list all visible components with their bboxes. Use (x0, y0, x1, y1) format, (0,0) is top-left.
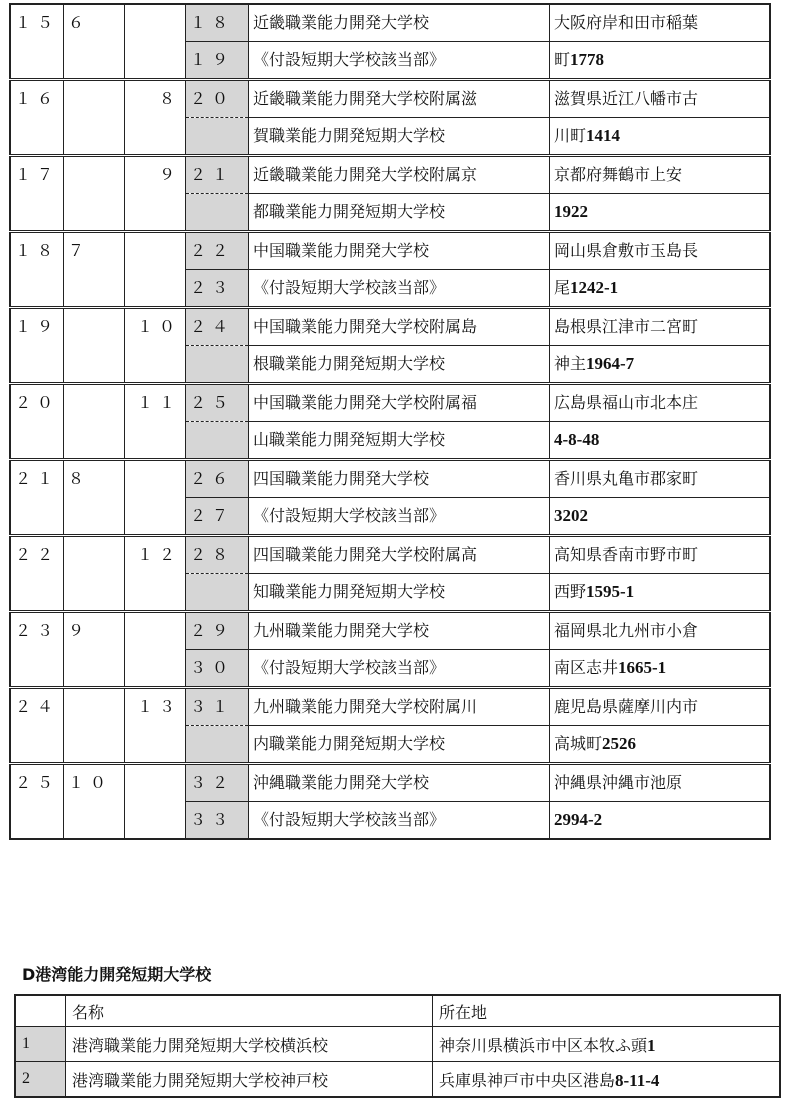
facility-row (10, 346, 770, 384)
address-text: 香川県丸亀市郡家町 (554, 469, 699, 488)
school-number: １８ (186, 4, 249, 42)
region-number: ２２ (10, 536, 64, 574)
region-number (10, 574, 64, 612)
address-number: 4-8-48 (554, 430, 600, 449)
address-text: 広島県福山市北本庄 (554, 393, 699, 412)
row-address-number: 1 (647, 1035, 656, 1055)
address-text: 高城町 (554, 734, 603, 753)
branch-number (125, 42, 186, 80)
address (550, 650, 771, 688)
school-number: ２３ (186, 270, 249, 308)
college-number (64, 80, 125, 118)
branch-number (125, 460, 186, 498)
school-name: 《付設短期大学校該当部》 (249, 498, 550, 536)
facility-row (10, 650, 770, 688)
college-number: ７ (64, 232, 125, 270)
facility-row (10, 118, 770, 156)
branch-number (125, 498, 186, 536)
facility-row (10, 80, 770, 118)
address-text: 福岡県北九州市小倉 (554, 621, 699, 640)
college-number (64, 194, 125, 232)
region-number: ２４ (10, 688, 64, 726)
school-number (186, 118, 249, 156)
college-number (64, 536, 125, 574)
address-number: 1414 (586, 126, 621, 145)
region-number (10, 42, 64, 80)
school-name: 賀職業能力開発短期大学校 (249, 118, 550, 156)
facility-row (10, 688, 770, 726)
row-address-number: 8-11-4 (615, 1070, 660, 1090)
facility-row (10, 308, 770, 346)
row-name: 港湾職業能力開発短期大学校神戸校 (66, 1062, 433, 1098)
school-name: 内職業能力開発短期大学校 (249, 726, 550, 764)
address-number: 2526 (602, 734, 637, 753)
address-number: 2994-2 (554, 810, 603, 829)
school-number: ２１ (186, 156, 249, 194)
facility-row (10, 764, 770, 802)
region-number: ２０ (10, 384, 64, 422)
region-number: １６ (10, 80, 64, 118)
facility-table (9, 3, 771, 840)
facility-row (10, 802, 770, 840)
address-text: 滋賀県近江八幡市古 (554, 89, 699, 108)
school-name: 中国職業能力開発大学校 (249, 232, 550, 270)
address (550, 232, 771, 270)
school-number (186, 726, 249, 764)
branch-number (125, 422, 186, 460)
branch-number: １１ (125, 384, 186, 422)
address-text: 京都府舞鶴市上安 (554, 165, 683, 184)
branch-number: １３ (125, 688, 186, 726)
facility-row (10, 498, 770, 536)
school-number: ３１ (186, 688, 249, 726)
school-number: ２８ (186, 536, 249, 574)
address (550, 688, 771, 726)
address-number: 1595-1 (586, 582, 635, 601)
school-number: ２６ (186, 460, 249, 498)
address-text: 南区志井 (554, 658, 619, 677)
branch-number (125, 118, 186, 156)
branch-number (125, 764, 186, 802)
address (550, 764, 771, 802)
school-name: 近畿職業能力開発大学校附属滋 (249, 80, 550, 118)
region-number (10, 650, 64, 688)
school-number: ２２ (186, 232, 249, 270)
address-text: 西野 (554, 582, 587, 601)
college-number (64, 118, 125, 156)
region-number: １７ (10, 156, 64, 194)
region-number: ２１ (10, 460, 64, 498)
region-number (10, 422, 64, 460)
school-name: 四国職業能力開発大学校附属高 (249, 536, 550, 574)
branch-number (125, 612, 186, 650)
school-number (186, 574, 249, 612)
facility-row (10, 4, 770, 42)
region-number: １５ (10, 4, 64, 42)
college-number (64, 270, 125, 308)
branch-number (125, 574, 186, 612)
branch-number: １２ (125, 536, 186, 574)
region-number: １９ (10, 308, 64, 346)
row-location (433, 1062, 781, 1098)
address (550, 42, 771, 80)
address-text: 高知県香南市野市町 (554, 545, 699, 564)
college-number (64, 42, 125, 80)
address (550, 612, 771, 650)
school-number: １９ (186, 42, 249, 80)
address (550, 80, 771, 118)
address (550, 308, 771, 346)
row-address: 兵庫県神戸市中央区港島 (439, 1070, 616, 1090)
address-text: 尾 (554, 278, 571, 297)
school-name: 根職業能力開発短期大学校 (249, 346, 550, 384)
address (550, 498, 771, 536)
college-number (64, 688, 125, 726)
school-name: 《付設短期大学校該当部》 (249, 802, 550, 840)
college-number: １０ (64, 764, 125, 802)
school-number (186, 346, 249, 384)
address (550, 726, 771, 764)
school-number: ２９ (186, 612, 249, 650)
facility-row (10, 612, 770, 650)
section-d-heading: D港湾能力開発短期大学校 (22, 965, 212, 984)
facility-row (10, 156, 770, 194)
port-college-table (14, 994, 781, 1098)
school-number (186, 422, 249, 460)
address-text: 鹿児島県薩摩川内市 (554, 697, 699, 716)
address-number: 1922 (554, 202, 588, 221)
row-name: 港湾職業能力開発短期大学校横浜校 (66, 1027, 433, 1062)
region-number (10, 118, 64, 156)
port-college-header-row (15, 995, 780, 1027)
school-name: 知職業能力開発短期大学校 (249, 574, 550, 612)
college-number: ６ (64, 4, 125, 42)
facility-row (10, 574, 770, 612)
region-number (10, 194, 64, 232)
school-number: ２７ (186, 498, 249, 536)
address (550, 384, 771, 422)
row-number: 2 (15, 1062, 66, 1098)
college-number (64, 498, 125, 536)
address-text: 沖縄県沖縄市池原 (554, 773, 683, 792)
school-name: 四国職業能力開発大学校 (249, 460, 550, 498)
row-location (433, 1027, 781, 1062)
region-number: ２３ (10, 612, 64, 650)
school-name: 近畿職業能力開発大学校 (249, 4, 550, 42)
row-number: 1 (15, 1027, 66, 1062)
port-college-row (15, 1062, 780, 1098)
facility-row (10, 270, 770, 308)
address (550, 4, 771, 42)
region-number: １８ (10, 232, 64, 270)
college-number (64, 156, 125, 194)
facility-row (10, 536, 770, 574)
school-name: 近畿職業能力開発大学校附属京 (249, 156, 550, 194)
address (550, 536, 771, 574)
branch-number (125, 270, 186, 308)
school-number: ３０ (186, 650, 249, 688)
college-number (64, 346, 125, 384)
region-number (10, 498, 64, 536)
college-number (64, 802, 125, 840)
address-number: 3202 (554, 506, 588, 525)
facility-row (10, 232, 770, 270)
branch-number: １０ (125, 308, 186, 346)
college-number (64, 726, 125, 764)
branch-number (125, 802, 186, 840)
branch-number: ９ (125, 156, 186, 194)
branch-number (125, 194, 186, 232)
facility-row (10, 422, 770, 460)
address (550, 156, 771, 194)
school-name: 九州職業能力開発大学校 (249, 612, 550, 650)
region-number (10, 726, 64, 764)
address (550, 574, 771, 612)
branch-number (125, 726, 186, 764)
region-number (10, 802, 64, 840)
school-name: 沖縄職業能力開発大学校 (249, 764, 550, 802)
region-number (10, 346, 64, 384)
school-name: 山職業能力開発短期大学校 (249, 422, 550, 460)
header-number (15, 995, 66, 1027)
facility-table-body (10, 4, 770, 839)
facility-row (10, 460, 770, 498)
branch-number (125, 346, 186, 384)
address-text: 大阪府岸和田市稲葉 (554, 13, 699, 32)
school-name: 中国職業能力開発大学校附属福 (249, 384, 550, 422)
school-name: 《付設短期大学校該当部》 (249, 270, 550, 308)
header-name: 名称 (66, 995, 433, 1027)
address-number: 1778 (570, 50, 605, 69)
branch-number (125, 650, 186, 688)
school-number: ３２ (186, 764, 249, 802)
address-text: 町 (554, 50, 571, 69)
school-name: 九州職業能力開発大学校附属川 (249, 688, 550, 726)
address-number: 1964-7 (586, 354, 635, 373)
facility-row (10, 42, 770, 80)
region-number: ２５ (10, 764, 64, 802)
college-number (64, 422, 125, 460)
college-number (64, 384, 125, 422)
address (550, 194, 771, 232)
address-number: 1242-1 (570, 278, 619, 297)
address-text: 川町 (554, 126, 587, 145)
facility-row (10, 726, 770, 764)
address-text: 神主 (554, 354, 587, 373)
address-number: 1665-1 (618, 658, 667, 677)
header-location: 所在地 (433, 995, 781, 1027)
address (550, 422, 771, 460)
region-number (10, 270, 64, 308)
school-number: ２０ (186, 80, 249, 118)
branch-number (125, 232, 186, 270)
address-text: 岡山県倉敷市玉島長 (554, 241, 699, 260)
school-name: 都職業能力開発短期大学校 (249, 194, 550, 232)
address (550, 118, 771, 156)
address (550, 270, 771, 308)
branch-number (125, 4, 186, 42)
row-address: 神奈川県横浜市中区本牧ふ頭 (439, 1035, 648, 1055)
port-college-row (15, 1027, 780, 1062)
school-number: ２４ (186, 308, 249, 346)
college-number: ８ (64, 460, 125, 498)
college-number (64, 574, 125, 612)
school-name: 《付設短期大学校該当部》 (249, 650, 550, 688)
school-number: ２５ (186, 384, 249, 422)
school-number (186, 194, 249, 232)
facility-row (10, 194, 770, 232)
school-name: 中国職業能力開発大学校附属島 (249, 308, 550, 346)
school-name: 《付設短期大学校該当部》 (249, 42, 550, 80)
address (550, 346, 771, 384)
branch-number: ８ (125, 80, 186, 118)
college-number (64, 308, 125, 346)
address (550, 460, 771, 498)
school-number: ３３ (186, 802, 249, 840)
address (550, 802, 771, 840)
college-number: ９ (64, 612, 125, 650)
address-text: 島根県江津市二宮町 (554, 317, 699, 336)
facility-row (10, 384, 770, 422)
college-number (64, 650, 125, 688)
